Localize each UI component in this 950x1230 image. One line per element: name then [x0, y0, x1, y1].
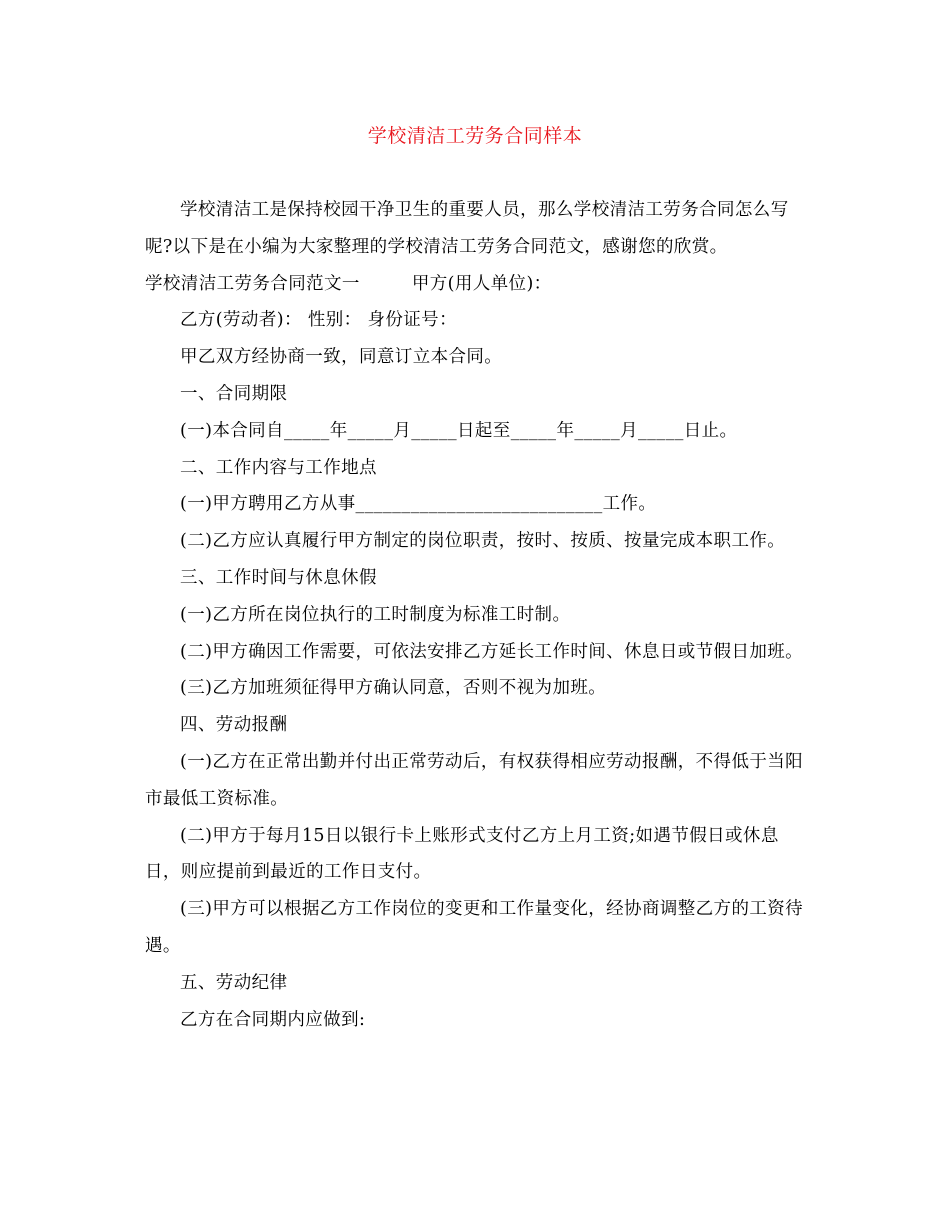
- clause-hours-1: (一)乙方所在岗位执行的工时制度为标准工时制。: [180, 604, 571, 625]
- party-a-label: 甲方(用人单位)：: [411, 273, 552, 294]
- clause-pay-3: (三)甲方可以根据乙方工作岗位的变更和工作量变化，经协商调整乙方的工资待遇。: [145, 899, 804, 956]
- clause-discipline-intro: 乙方在合同期内应做到:: [180, 1009, 366, 1030]
- party-b-line: 乙方(劳动者)： 性别： 身份证号：: [180, 310, 457, 331]
- sample-heading-line: [145, 266, 809, 303]
- clause-pay-2: (二)甲方于每月15日以银行卡上账形式支付乙方上月工资;如遇节假日或休息日，则应提前到最近的工作日支付。: [145, 825, 779, 883]
- clause-hours-3: (三)乙方加班须征得甲方确认同意，否则不视为加班。: [180, 678, 607, 699]
- section-heading-work: 二、工作内容与工作地点: [180, 457, 377, 478]
- clause-pay-1: (一)乙方在正常出勤并付出正常劳动后，有权获得相应劳动报酬，不得低于当阳市最低工资标准。: [145, 751, 804, 809]
- section-heading-discipline: 五、劳动纪律: [180, 972, 288, 993]
- document-body: [145, 192, 809, 1038]
- clause-hours-2: (二)甲方确因工作需要，可依法安排乙方延长工作时间、休息日或节假日加班。: [180, 641, 804, 662]
- clause-work-1: (一)甲方聘用乙方从事___________________________工作。: [180, 494, 657, 515]
- section-heading-pay: 四、劳动报酬: [180, 715, 288, 736]
- sample-heading: 学校清洁工劳务合同范文一: [145, 273, 360, 294]
- section-heading-term: 一、合同期限: [180, 383, 288, 404]
- clause-term-1: (一)本合同自_____年_____月_____日起至_____年_____月_____日止。: [180, 420, 738, 441]
- agreement-statement: 甲乙双方经协商一致，同意订立本合同。: [180, 347, 503, 368]
- document-title: 学校清洁工劳务合同样本: [367, 125, 583, 147]
- section-heading-hours: 三、工作时间与休息休假: [180, 567, 377, 588]
- intro-paragraph: 学校清洁工是保持校园干净卫生的重要人员，那么学校清洁工劳务合同怎么写呢?以下是在小编为大家整理的学校清洁工劳务合同范文，感谢您的欣赏。: [145, 200, 789, 257]
- clause-work-2: (二)乙方应认真履行甲方制定的岗位职责，按时、按质、按量完成本职工作。: [180, 531, 786, 552]
